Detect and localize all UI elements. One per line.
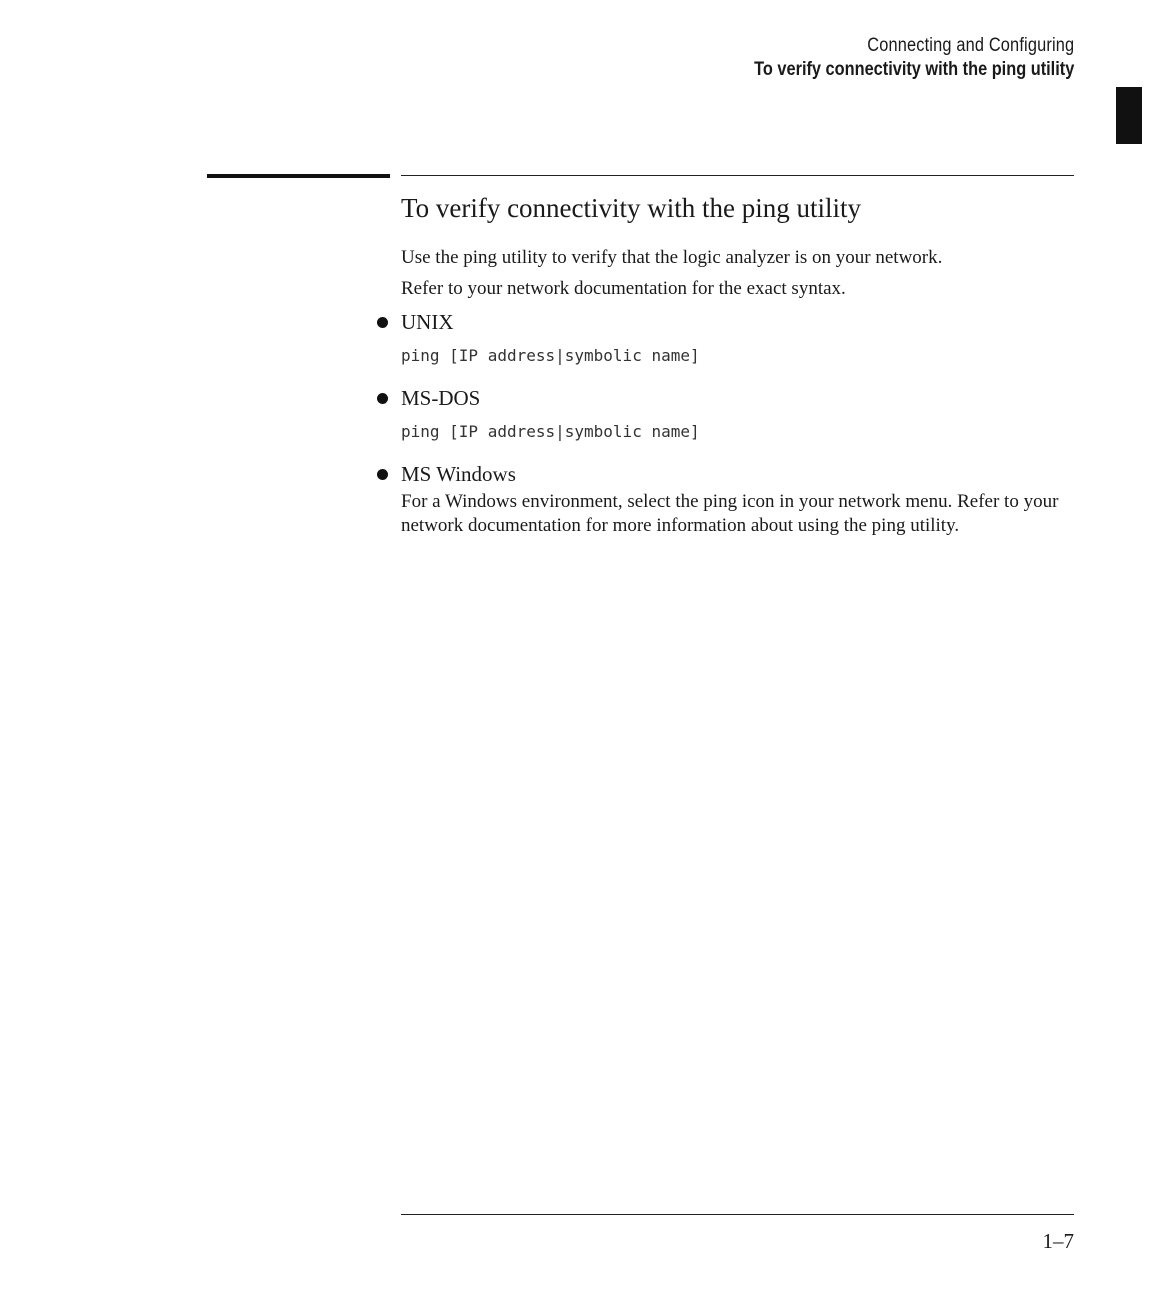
section-rule-thick <box>207 174 390 178</box>
page-number: 1–7 <box>1042 1229 1074 1253</box>
running-header <box>754 34 1074 82</box>
item-heading-ms-windows: MS Windows <box>401 462 516 486</box>
bullet-icon <box>377 469 388 480</box>
item-heading-msdos: MS-DOS <box>401 386 481 410</box>
footer-rule <box>401 1214 1074 1215</box>
ms-windows-description: For a Windows environment, select the ping icon in your network menu. Refer to your network documentation for more information about using the ping utility. <box>401 491 1059 536</box>
chapter-thumb-tab <box>1116 87 1142 144</box>
section-rule-thin <box>401 175 1074 176</box>
code-unix-ping: ping [IP address|symbolic name] <box>401 346 700 365</box>
code-msdos-ping: ping [IP address|symbolic name] <box>401 422 700 441</box>
item-heading-unix: UNIX <box>401 310 454 334</box>
header-section-title: To verify connectivity with the ping utility <box>753 59 1074 80</box>
bullet-icon <box>377 317 388 328</box>
header-chapter-title: Connecting and Configuring <box>866 35 1074 56</box>
bullet-icon <box>377 393 388 404</box>
intro-paragraph-1: Use the ping utility to verify that the logic analyzer is on your network. <box>401 247 943 268</box>
intro-paragraph-2: Refer to your network documentation for the exact syntax. <box>401 278 846 299</box>
page-title: To verify connectivity with the ping utility <box>401 193 862 223</box>
